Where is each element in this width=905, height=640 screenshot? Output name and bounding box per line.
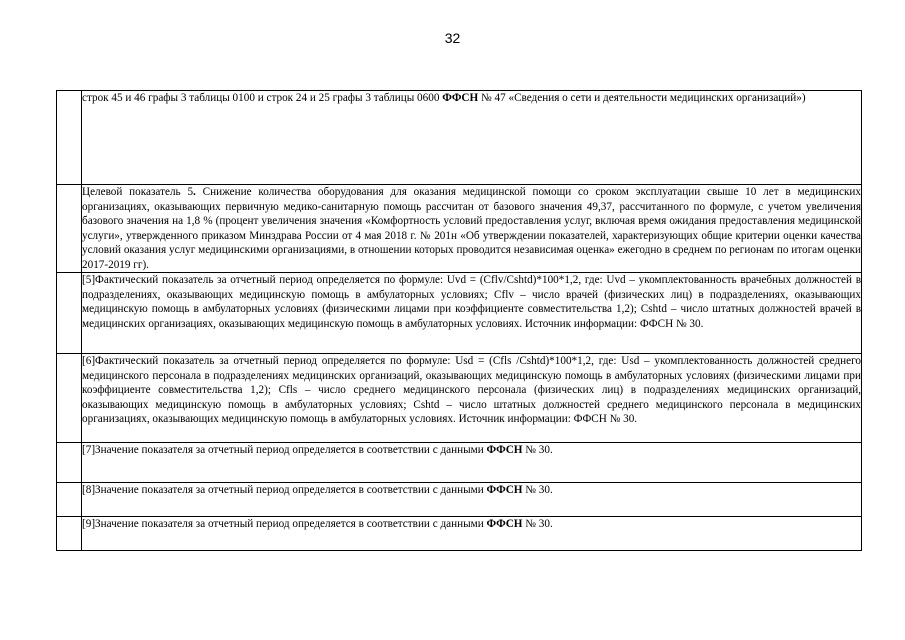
- text-run: Снижение количества оборудования для оказания медицинской помощи со сроком эксплуатации свыше 10 лет в медицинских организациях, оказывающих первичную медико-санитарную помощь рассчитан от базового значения 49,37, рассчитанного по формуле, с учетом увеличения базового значения на 1,8 % (процент увеличения значения «Комфортность условий предоставления услуг, включая время ожидания предоставления медицинской услуги», утвержденного приказом Минздрава России от 4 мая 2018 г. № 201н «Об утверждении показателей, характеризующих общие критерии оценки качества условий оказания услуг медицинскими организациями, в отношении которых проводится независимая оценка» ежегодно в среднем по регионам по итогам оценки 2017-2019 гг).: [82, 186, 862, 271]
- text-run: [7]Значение показателя за отчетный период определяется в соответствии с данными: [82, 444, 487, 456]
- text-run: № 30.: [522, 484, 553, 496]
- row-margin-cell: [57, 443, 82, 483]
- text-run: № 30.: [522, 518, 553, 530]
- text-run: [9]Значение показателя за отчетный период определяется в соответствии с данными: [82, 518, 487, 530]
- text-run: ФФСН: [442, 92, 479, 104]
- row-text-cell: [82, 443, 862, 483]
- table-row: [57, 91, 862, 185]
- row-margin-cell: [57, 91, 82, 185]
- text-run: .: [193, 186, 203, 198]
- text-run: № 30.: [522, 444, 553, 456]
- row-text-cell: [82, 483, 862, 517]
- text-run: ФФСН: [486, 484, 523, 496]
- table-row: [57, 273, 862, 354]
- row-margin-cell: [57, 517, 82, 551]
- text-run: [8]Значение показателя за отчетный период определяется в соответствии с данными: [82, 484, 487, 496]
- row-margin-cell: [57, 273, 82, 354]
- row-margin-cell: [57, 483, 82, 517]
- row-text-cell: [82, 91, 862, 185]
- text-run: ФФСН: [486, 444, 523, 456]
- text-run: ФФСН: [486, 518, 523, 530]
- row-margin-cell: [57, 185, 82, 273]
- text-run: [5]Фактический показатель за отчетный период определяется по формуле: Uvd = (Cflv/Cshtd)*100*1,2, где: Uvd – укомплектованность врачебных должностей в подразделениях, оказывающих медицинскую помощь в амбулаторных условиях; Cflv – число врачей (физических лиц) в подразделениях, оказывающих медицинскую помощь в амбулаторных условиях (физическими лицами при коэффициенте совместительства 1,2); Cshtd – число штатных должностей врачей в медицинских организациях, оказывающих медицинскую помощь в амбулаторных условиях. Источник информации: ФФСН № 30.: [82, 274, 861, 330]
- page-number: 32: [444, 30, 461, 46]
- document-table: [56, 90, 862, 551]
- row-text-cell: [82, 273, 862, 354]
- text-run: № 47 «Сведения о сети и деятельности медицинских организаций»): [478, 92, 806, 104]
- table-row: [57, 443, 862, 483]
- text-run: [6]Фактический показатель за отчетный период определяется по формуле: Usd = (Cfls /Cshtd)*100*1,2, где: Usd – укомплектованность должностей среднего медицинского персонала в подразделениях медицинских организаций, оказывающих медицинскую помощь в амбулаторных условиях (физическими лицами при коэффициенте совместительства 1,2); Cfls – число среднего медицинского персонала (физических лиц) в подразделениях медицинских организаций, оказывающих медицинскую помощь в амбулаторных условиях; Cshtd – число штатных должностей среднего медицинского персонала в медицинских организациях, оказывающих медицинскую помощь в амбулаторных условиях. Источник информации: ФФСН № 30.: [82, 355, 861, 425]
- table-row: [57, 354, 862, 443]
- table-row: [57, 483, 862, 517]
- row-text-cell: [82, 185, 862, 273]
- text-run: Целевой показатель 5: [82, 186, 194, 198]
- text-run: строк 45 и 46 графы 3 таблицы 0100 и строк 24 и 25 графы 3 таблицы 0600: [82, 92, 443, 104]
- table-row: [57, 185, 862, 273]
- table-row: [57, 517, 862, 551]
- row-text-cell: [82, 354, 862, 443]
- row-margin-cell: [57, 354, 82, 443]
- row-text-cell: [82, 517, 862, 551]
